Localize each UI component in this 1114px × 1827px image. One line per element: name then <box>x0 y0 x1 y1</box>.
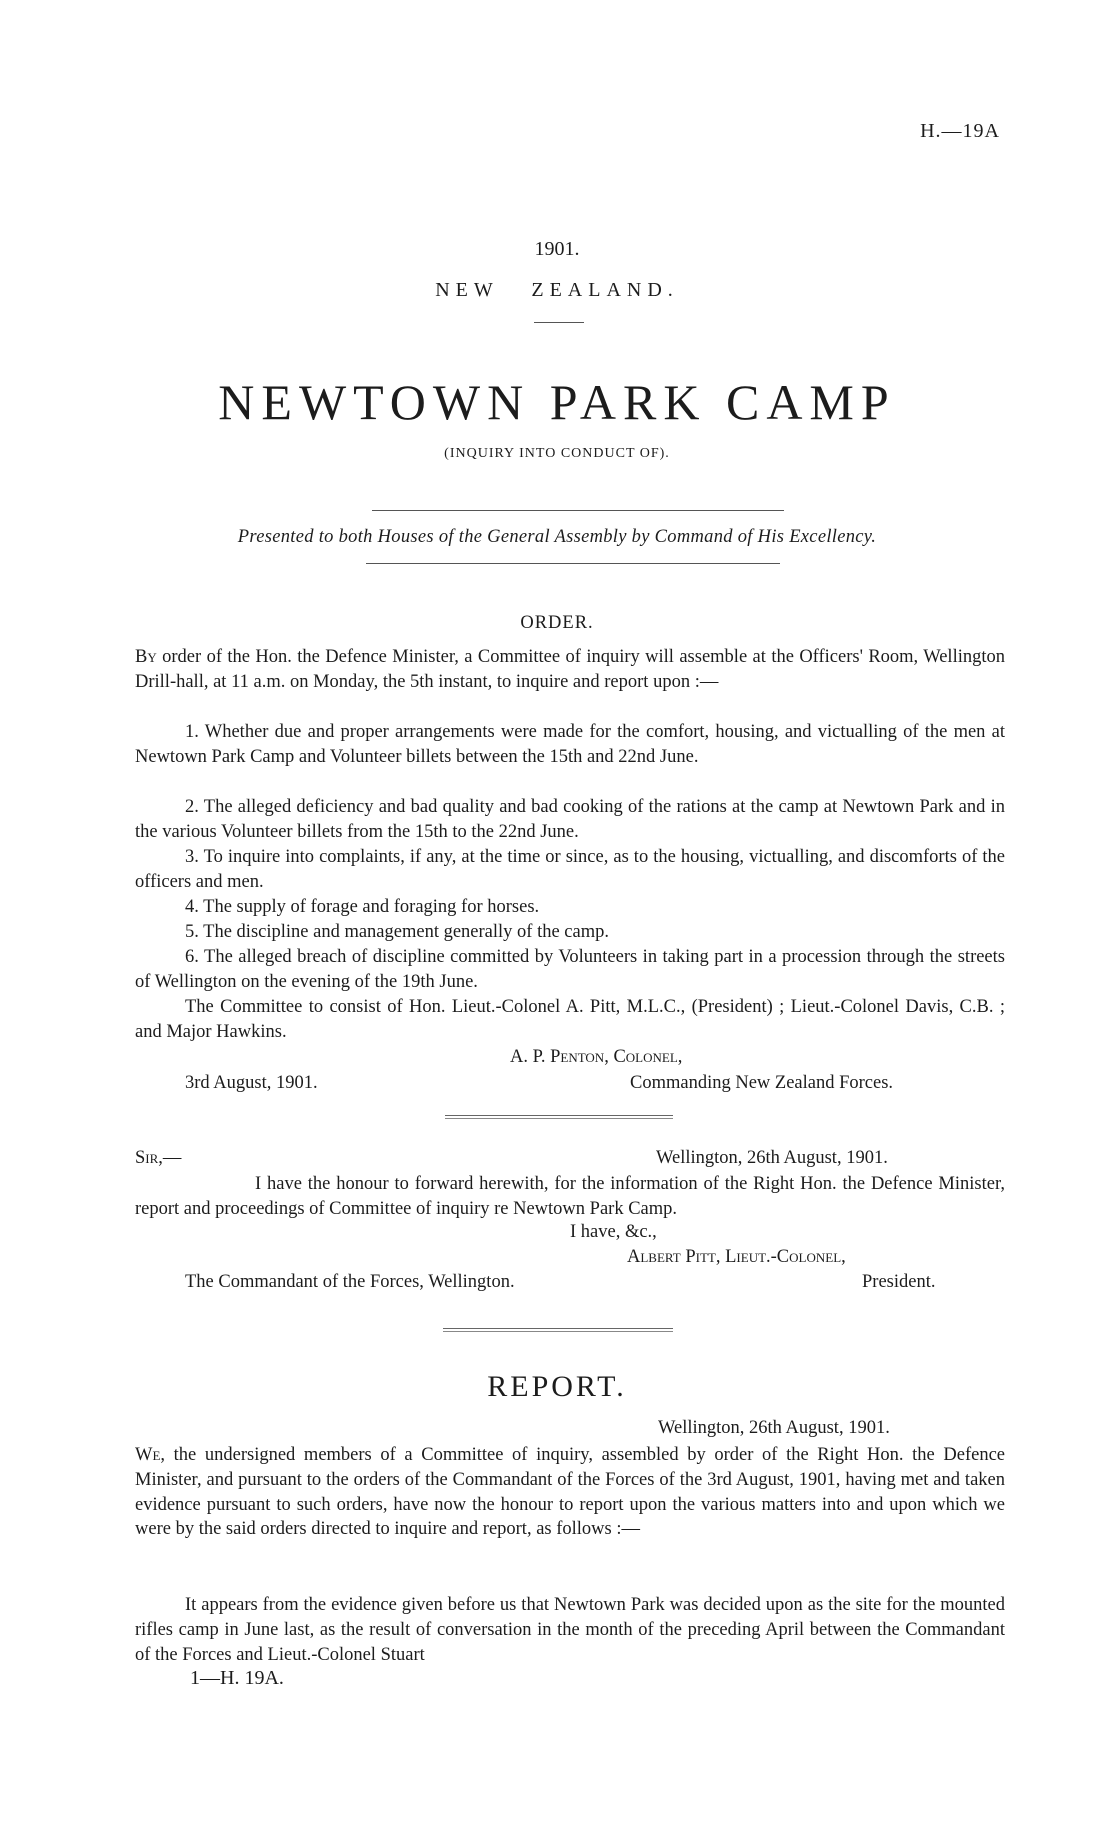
report-paragraph: It appears from the evidence given before us that Newtown Park was decided upon as the site for the mounted rifles camp in June last, as the result of conversation in the month of the preceding April between the Commandant of the Forces and Lieut.-Colonel Stuart <box>135 1595 1005 1665</box>
letter-signature: Albert Pitt, Lieut.-Colonel, <box>627 1247 846 1267</box>
letter-salutation: Sir,— <box>135 1148 182 1168</box>
order-date: 3rd August, 1901. <box>185 1073 318 1093</box>
country: NEW ZEALAND. <box>435 279 679 301</box>
divider <box>534 322 584 323</box>
letter-body <box>135 1172 1005 1222</box>
order-committee: The Committee to consist of Hon. Lieut.-Colonel A. Pitt, M.L.C., (President) ; Lieut.-Colonel Davis, C.B. ; and Major Hawkins. <box>135 997 1005 1042</box>
order-intro-lead: By <box>135 647 157 667</box>
presentation-note: Presented to both Houses of the General Assembly by Command of His Excellency. <box>237 527 877 547</box>
divider <box>443 1328 673 1332</box>
order-item: 5. The discipline and management generally of the camp. <box>185 922 609 942</box>
order-item: 2. The alleged deficiency and bad quality and bad cooking of the rations at the camp at Newtown Park and in the various Volunteer billets from the 15th to the 22nd June. <box>135 797 1005 842</box>
letter-body-text: I have the honour to forward herewith, for the information of the Right Hon. the Defence Minister, report and proceedings of Committee of inquiry re Newtown Park Camp. <box>135 1174 1005 1219</box>
order-signatory: A. P. Penton, Colonel, <box>510 1047 683 1067</box>
letter-close: I have, &c., <box>570 1222 657 1242</box>
order-intro-text: order of the Hon. the Defence Minister, a Committee of inquiry will assemble at the Officers' Room, Wellington Drill-hall, at 11 a.m. on Monday, the 5th instant, to inquire and report upon :— <box>135 647 1005 692</box>
letter-role: President. <box>862 1272 936 1292</box>
report-paragraph-lead: We <box>135 1445 161 1465</box>
report-heading: REPORT. <box>487 1370 627 1403</box>
divider <box>366 563 780 564</box>
letter-place-date: Wellington, 26th August, 1901. <box>656 1148 888 1168</box>
document-title: NEWTOWN PARK CAMP <box>218 374 896 430</box>
order-intro <box>135 645 1005 695</box>
report-paragraph-text: , the undersigned members of a Committee of inquiry, assembled by order of the Right Hon. the Defence Minister, and pursuant to the orders of the Commandant of the Forces of the 3rd August, 1901, having met and taken evidence pursuant to such orders, have now the honour to report upon the various matters into and upon which we were by the said orders directed to inquire and report, as follows :— <box>135 1445 1005 1540</box>
order-item: 4. The supply of forage and foraging for horses. <box>185 897 540 917</box>
sheet-number: 1—H. 19A. <box>190 1667 284 1689</box>
order-item: 3. To inquire into complaints, if any, at the time or since, as to the housing, victualling, and discomforts of the officers and men. <box>135 847 1005 892</box>
order-sign-role: Commanding New Zealand Forces. <box>630 1073 894 1093</box>
divider <box>445 1115 673 1119</box>
order-item: 6. The alleged breach of discipline committed by Volunteers in taking part in a procession through the streets of Wellington on the evening of the 19th June. <box>135 947 1005 992</box>
order-heading: ORDER. <box>520 613 594 633</box>
report-place-date: Wellington, 26th August, 1901. <box>658 1418 890 1438</box>
document-subtitle: (INQUIRY INTO CONDUCT OF). <box>444 446 670 461</box>
year: 1901. <box>534 238 580 260</box>
report-paragraph <box>135 1443 1005 1542</box>
order-item: 1. Whether due and proper arrangements were made for the comfort, housing, and victualling of the men at Newtown Park Camp and Volunteer billets between the 15th and 22nd June. <box>135 722 1005 767</box>
divider <box>372 510 784 511</box>
letter-addressee: The Commandant of the Forces, Wellington. <box>185 1272 515 1292</box>
document-reference: H.—19A <box>920 120 1000 142</box>
